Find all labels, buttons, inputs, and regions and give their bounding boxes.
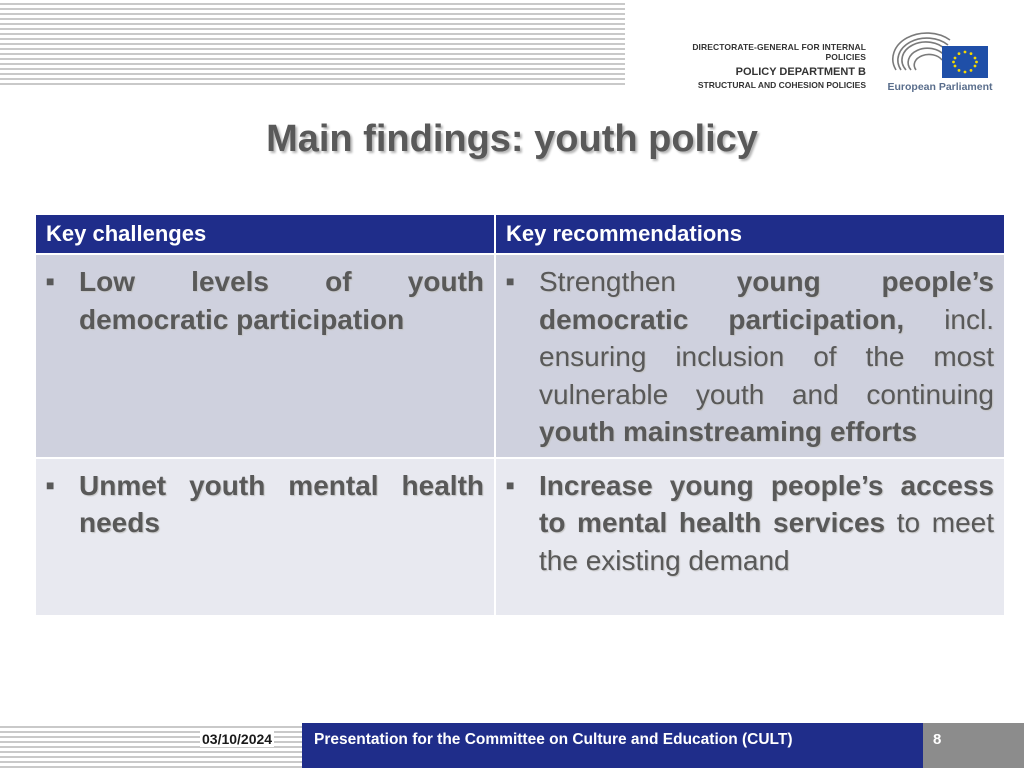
- recommendation-cell: [495, 458, 1005, 615]
- findings-table: [36, 215, 1006, 615]
- challenge-text: Unmet youth mental health needs: [79, 469, 484, 538]
- footer-presentation-bar: Presentation for the Committee on Culture and Education (CULT): [302, 723, 923, 768]
- page-number: 8: [923, 723, 1024, 768]
- square-bullet-icon: ■: [46, 476, 55, 493]
- recommendation-text: [539, 467, 994, 580]
- recommendation-cell: [495, 254, 1005, 458]
- department-block: [664, 42, 866, 90]
- challenge-cell: [36, 458, 495, 615]
- rec-text-bold: Increase young people’s access to mental health services: [539, 469, 994, 538]
- challenge-text: Low levels of youth democratic participation: [79, 266, 484, 335]
- square-bullet-icon: ■: [506, 273, 515, 289]
- recommendation-text: [539, 263, 994, 451]
- square-bullet-icon: ■: [506, 476, 515, 493]
- dept-line-3: STRUCTURAL AND COHESION POLICIES: [697, 80, 866, 90]
- rec-text-plain: incl. ensuring inclusion of the most vulnerable youth and continuing: [539, 303, 995, 410]
- footer-date: 03/10/2024: [202, 731, 273, 747]
- table-row: [36, 254, 1005, 458]
- challenge-cell: [36, 254, 495, 458]
- column-header-recommendations: Key recommendations: [495, 215, 1005, 254]
- slide-title: Main findings: youth policy: [266, 118, 758, 160]
- rec-text-bold: young people’s democratic participation,: [539, 266, 994, 335]
- dept-line-2: POLICY DEPARTMENT B: [735, 66, 866, 78]
- column-header-challenges: Key challenges: [36, 215, 495, 254]
- dept-line-1: DIRECTORATE-GENERAL FOR INTERNAL POLICIES: [692, 42, 866, 62]
- square-bullet-icon: ■: [46, 273, 55, 289]
- table-row: [36, 458, 1005, 615]
- header-stripes: [0, 0, 625, 85]
- table-header-row: [36, 215, 1005, 254]
- rec-text-plain: Strengthen: [539, 266, 737, 297]
- rec-text-plain: to meet the existing demand: [539, 507, 994, 576]
- logo-label: European Parliament: [887, 81, 993, 93]
- rec-text-bold: youth mainstreaming efforts: [539, 416, 918, 447]
